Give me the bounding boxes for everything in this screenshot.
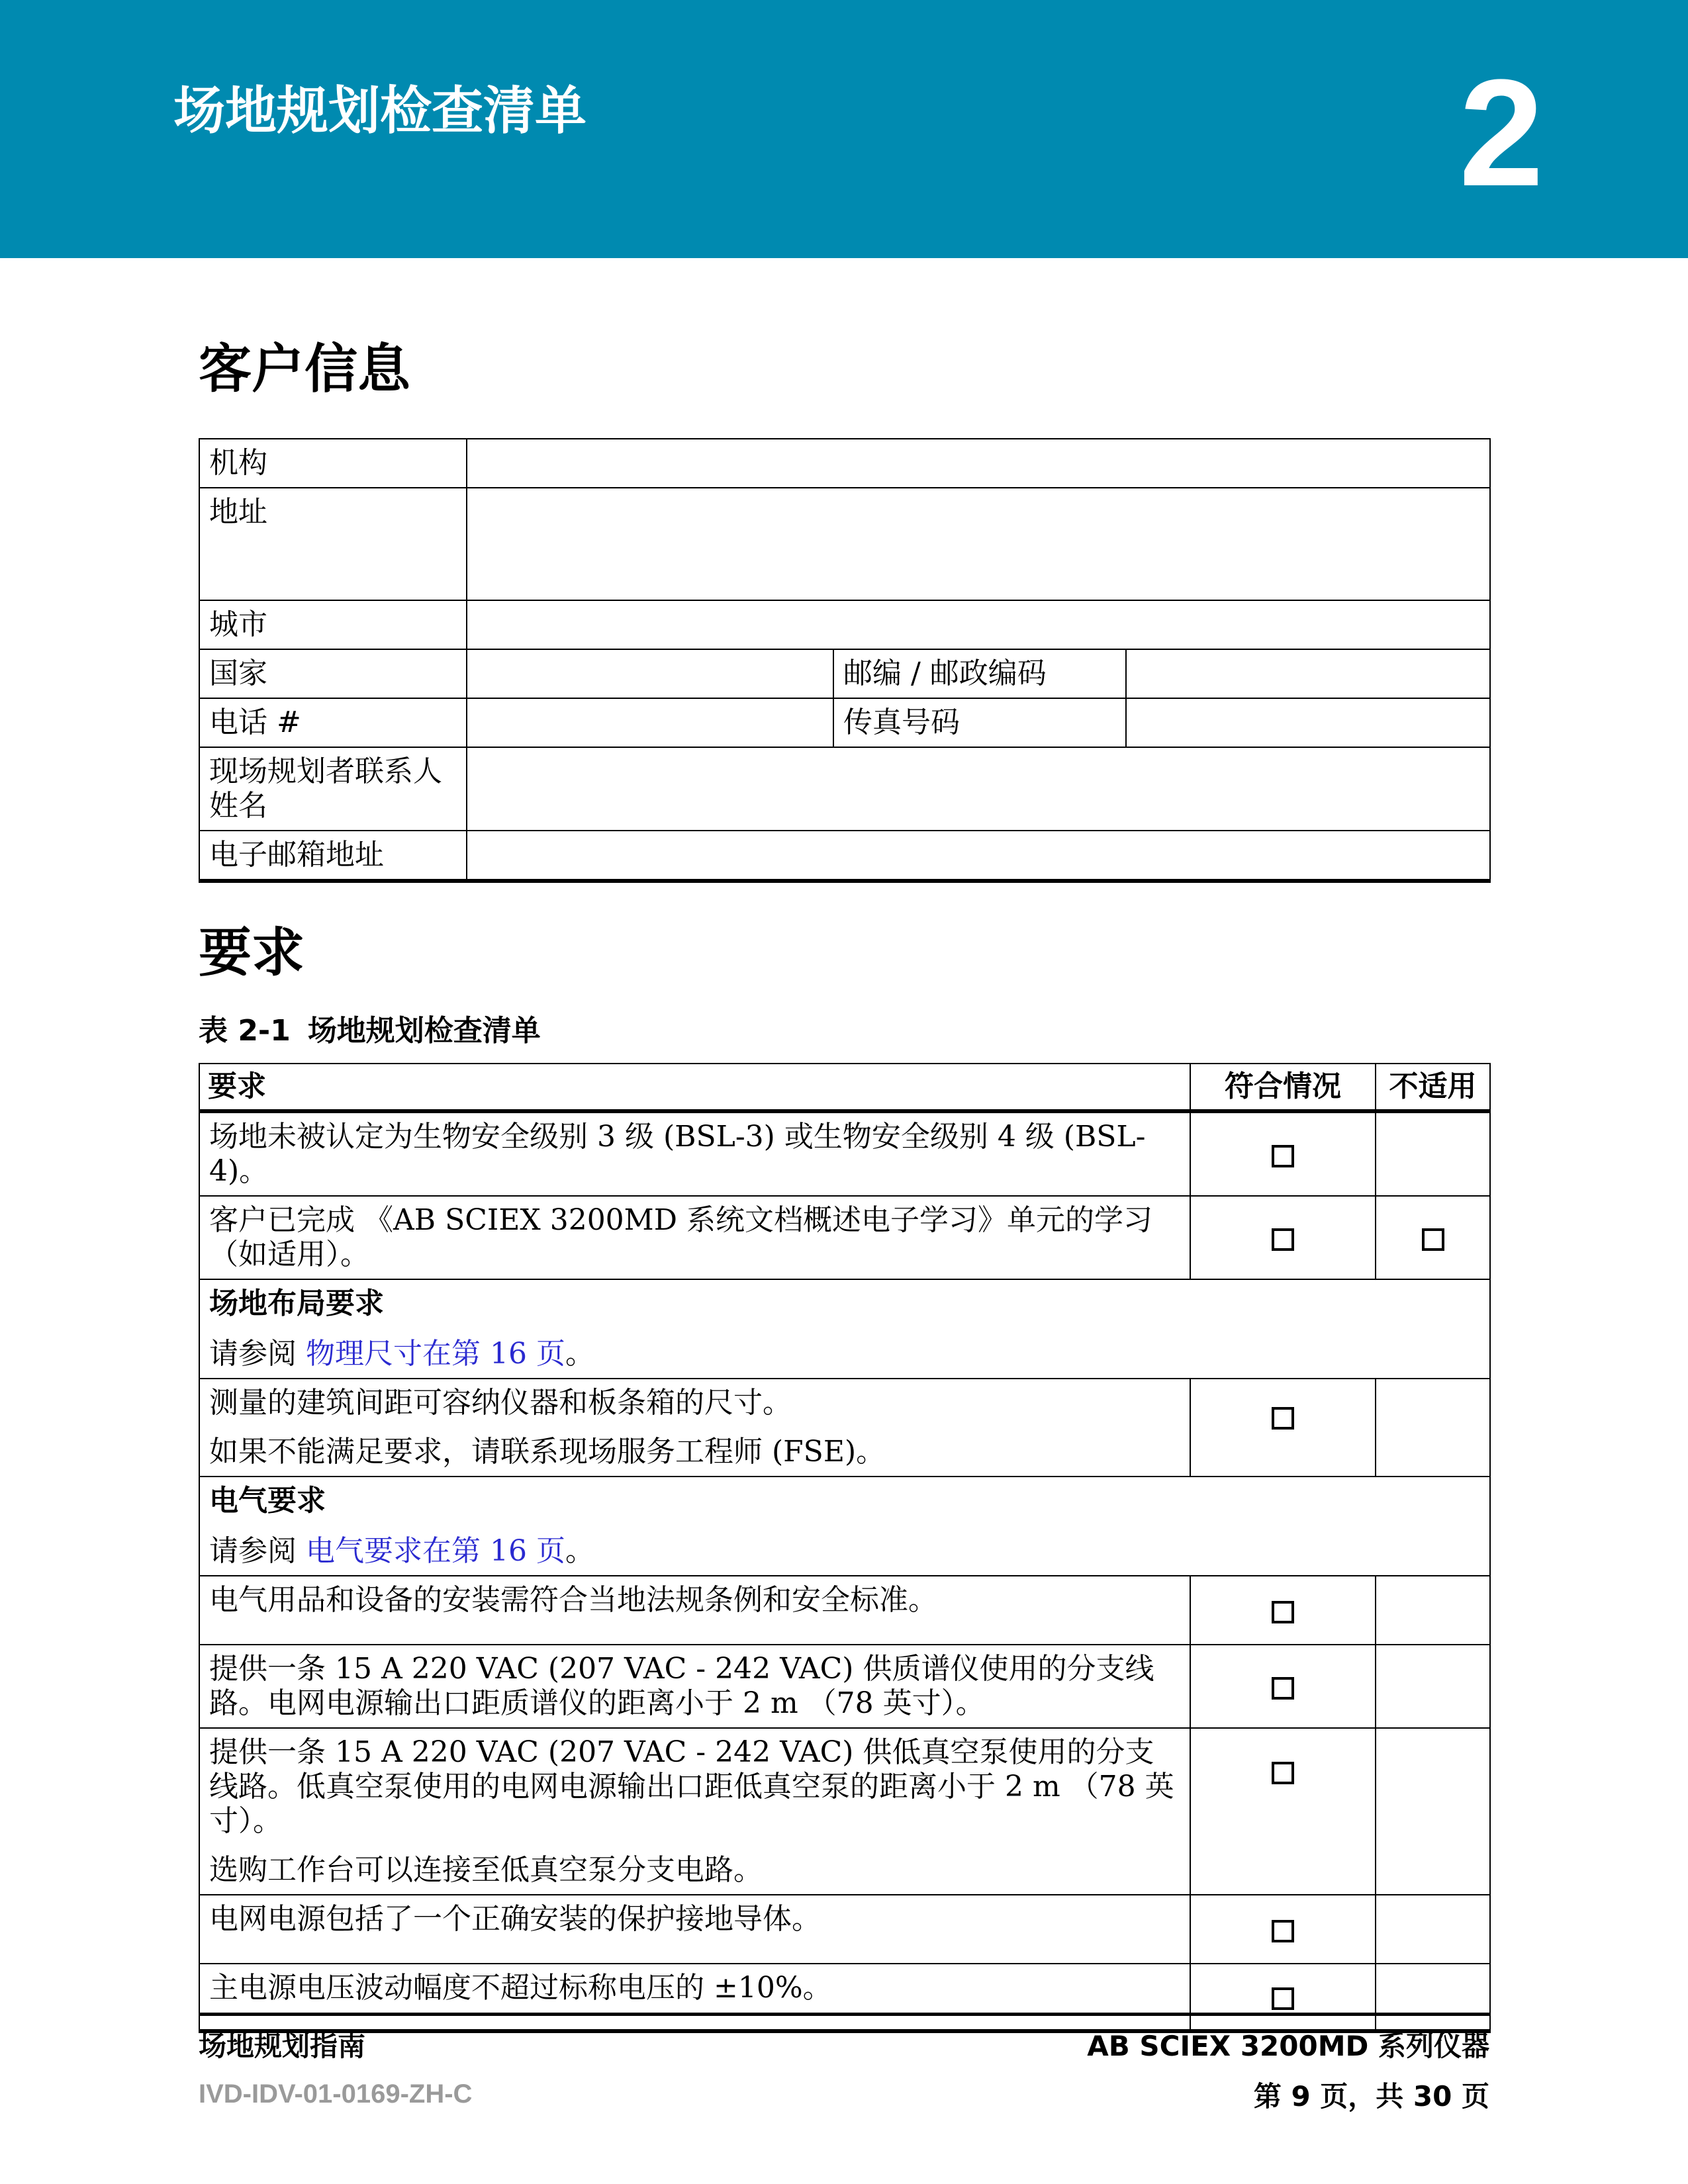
compliant-checkbox[interactable] xyxy=(1272,1228,1294,1251)
requirement-electrical-codes: 电气用品和设备的安装需符合当地法规条例和安全标准。 xyxy=(199,1576,1190,1645)
table-row xyxy=(199,1645,1490,1728)
not-applicable-cell xyxy=(1376,1895,1490,1964)
reference-suffix: 。 xyxy=(565,1534,594,1568)
requirement-note: 选购工作台可以连接至低真空泵分支电路。 xyxy=(209,1853,763,1887)
compliant-cell xyxy=(1190,1895,1376,1964)
address-field[interactable] xyxy=(467,488,1490,600)
address-label: 地址 xyxy=(199,488,467,600)
compliant-checkbox[interactable] xyxy=(1272,1145,1294,1167)
requirement-elearning: 客户已完成 《AB SCIEX 3200MD 系统文档概述电子学习》单元的学习 （如适用）。 xyxy=(199,1196,1190,1279)
table-row xyxy=(199,488,1490,600)
country-field[interactable] xyxy=(467,649,833,698)
country-label: 国家 xyxy=(199,649,467,698)
table-caption-title: 场地规划检查清单 xyxy=(307,1014,541,1048)
not-applicable-checkbox[interactable] xyxy=(1422,1228,1444,1251)
phone-field[interactable] xyxy=(467,698,833,747)
table-caption-number: 表 2-1 xyxy=(199,1014,291,1048)
postal-code-field[interactable] xyxy=(1126,649,1490,698)
table-row xyxy=(199,831,1490,881)
not-applicable-cell xyxy=(1376,1964,1490,2031)
city-label: 城市 xyxy=(199,600,467,649)
email-field[interactable] xyxy=(467,831,1490,881)
electrical-requirements-title: 电气要求 xyxy=(209,1484,326,1518)
compliant-cell xyxy=(1190,1196,1376,1279)
compliant-checkbox[interactable] xyxy=(1272,1601,1294,1623)
requirements-heading: 要求 xyxy=(199,922,305,983)
footer-page-number: 第 9 页，共 30 页 xyxy=(1253,2080,1489,2113)
requirement-text: 提供一条 15 A 220 VAC (207 VAC - 242 VAC) 供低真空泵使用的分支线路。低真空泵使用的电网电源输出口距低真空泵的距离小于 2 m （78 英寸）。 xyxy=(209,1735,1174,1838)
reference-prefix: 请参阅 xyxy=(209,1337,306,1371)
compliant-checkbox[interactable] xyxy=(1272,1920,1294,1942)
table-row xyxy=(199,600,1490,649)
chapter-number: 2 xyxy=(1459,48,1544,218)
requirement-note: 如果不能满足要求，请联系现场服务工程师 (FSE)。 xyxy=(209,1435,886,1469)
compliant-cell xyxy=(1190,1379,1376,1477)
requirement-text: 测量的建筑间距可容纳仪器和板条箱的尺寸。 xyxy=(209,1386,792,1420)
table-row xyxy=(199,1379,1490,1477)
not-applicable-cell xyxy=(1376,1111,1490,1196)
requirement-bsl: 场地未被认定为生物安全级别 3 级 (BSL-3) 或生物安全级别 4 级 (BSL-4)。 xyxy=(199,1111,1190,1196)
contact-name-field[interactable] xyxy=(467,747,1490,831)
phone-label: 电话 # xyxy=(199,698,467,747)
not-applicable-cell xyxy=(1376,1728,1490,1895)
site-planning-checklist-table xyxy=(199,1063,1491,2033)
table-row xyxy=(199,1964,1490,2031)
electrical-requirements-link[interactable]: 电气要求在第 16 页 xyxy=(306,1534,565,1568)
footer-product-title: AB SCIEX 3200MD 系列仪器 xyxy=(1087,2030,1489,2062)
footer-rule xyxy=(199,2013,1489,2016)
column-header-compliant: 符合情况 xyxy=(1190,1064,1376,1111)
email-label: 电子邮箱地址 xyxy=(199,831,467,881)
table-row xyxy=(199,1895,1490,1964)
organization-label: 机构 xyxy=(199,439,467,488)
customer-info-heading: 客户信息 xyxy=(199,338,410,400)
table-row xyxy=(199,1728,1490,1895)
compliant-checkbox[interactable] xyxy=(1272,1987,1294,2010)
footer-guide-title: 场地规划指南 xyxy=(199,2030,366,2062)
not-applicable-cell xyxy=(1376,1379,1490,1477)
postal-code-label: 邮编 / 邮政编码 xyxy=(833,649,1126,698)
fax-field[interactable] xyxy=(1126,698,1490,747)
table-row xyxy=(199,439,1490,488)
table-row xyxy=(199,747,1490,831)
column-header-not-applicable: 不适用 xyxy=(1376,1064,1490,1111)
compliant-cell xyxy=(1190,1576,1376,1645)
compliant-checkbox[interactable] xyxy=(1272,1677,1294,1700)
customer-info-table xyxy=(199,438,1491,883)
table-row xyxy=(199,1196,1490,1279)
not-applicable-cell xyxy=(1376,1196,1490,1279)
layout-requirements-group xyxy=(199,1279,1490,1379)
contact-name-label: 现场规划者联系人姓名 xyxy=(199,747,467,831)
column-header-requirement: 要求 xyxy=(199,1064,1190,1111)
organization-field[interactable] xyxy=(467,439,1490,488)
table-header-row xyxy=(199,1064,1490,1111)
table-row xyxy=(199,698,1490,747)
table-row xyxy=(199,1477,1490,1576)
compliant-cell xyxy=(1190,1111,1376,1196)
fax-label: 传真号码 xyxy=(833,698,1126,747)
table-row xyxy=(199,649,1490,698)
city-field[interactable] xyxy=(467,600,1490,649)
reference-suffix: 。 xyxy=(565,1337,594,1371)
compliant-cell xyxy=(1190,1728,1376,1895)
reference-prefix: 请参阅 xyxy=(209,1534,306,1568)
compliant-cell xyxy=(1190,1964,1376,2031)
compliant-checkbox[interactable] xyxy=(1272,1407,1294,1430)
physical-dimensions-link[interactable]: 物理尺寸在第 16 页 xyxy=(306,1337,565,1371)
requirement-ms-branch-circuit: 提供一条 15 A 220 VAC (207 VAC - 242 VAC) 供质谱仪使用的分支线路。电网电源输出口距质谱仪的距离小于 2 m （78 英寸）。 xyxy=(199,1645,1190,1728)
not-applicable-cell xyxy=(1376,1576,1490,1645)
compliant-checkbox[interactable] xyxy=(1272,1762,1294,1784)
footer-document-id: IVD-IDV-01-0169-ZH-C xyxy=(199,2079,473,2109)
table-row xyxy=(199,1111,1490,1196)
page-title: 场地规划检查清单 xyxy=(173,81,587,141)
table-row xyxy=(199,1279,1490,1379)
table-caption xyxy=(199,1011,541,1051)
requirement-voltage-fluctuation: 主电源电压波动幅度不超过标称电压的 ±10%。 xyxy=(199,1964,1190,2031)
not-applicable-cell xyxy=(1376,1645,1490,1728)
electrical-requirements-group xyxy=(199,1477,1490,1576)
requirement-pump-branch-circuit xyxy=(199,1728,1190,1895)
requirement-ground-conductor: 电网电源包括了一个正确安装的保护接地导体。 xyxy=(199,1895,1190,1964)
compliant-cell xyxy=(1190,1645,1376,1728)
table-row xyxy=(199,1576,1490,1645)
layout-requirements-title: 场地布局要求 xyxy=(209,1287,384,1320)
header-band xyxy=(0,0,1688,258)
requirement-building-clearance xyxy=(199,1379,1190,1477)
